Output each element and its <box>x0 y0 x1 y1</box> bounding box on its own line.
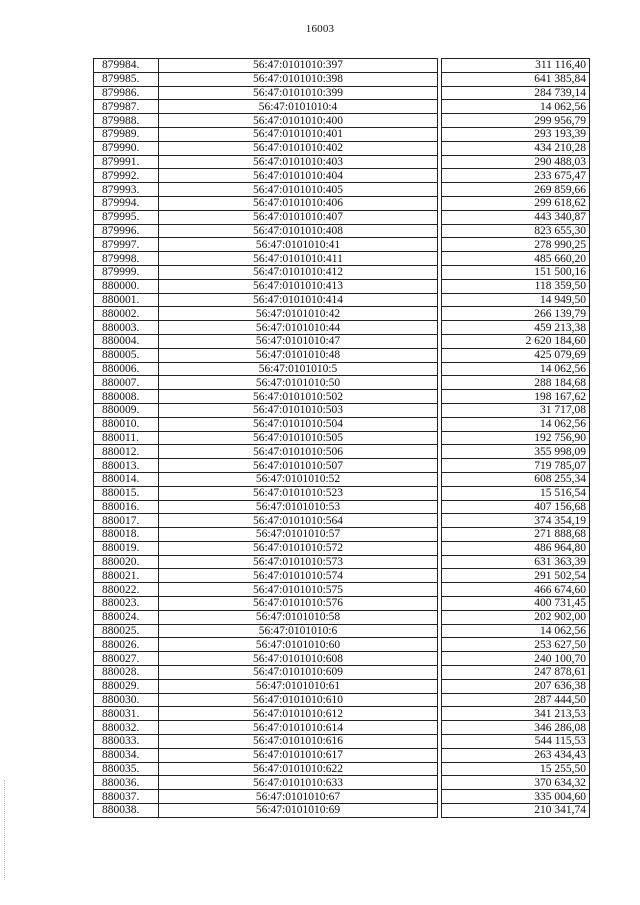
cadastral-number-cell: 56:47:0101010:400 <box>159 114 438 128</box>
cadastral-value-cell: 14 062,56 <box>442 362 590 376</box>
table-row <box>94 735 590 749</box>
cadastral-number-cell: 56:47:0101010:52 <box>159 472 438 486</box>
cadastral-number-cell: 56:47:0101010:48 <box>159 348 438 362</box>
row-number-cell: 879993. <box>94 183 159 197</box>
cadastral-number-cell: 56:47:0101010:614 <box>159 721 438 735</box>
table-row <box>94 321 590 335</box>
cadastral-value-cell: 293 193,39 <box>442 127 590 141</box>
cadastral-value-cell: 291 502,54 <box>442 569 590 583</box>
cadastral-number-cell: 56:47:0101010:505 <box>159 431 438 445</box>
row-number-cell: 879989. <box>94 127 159 141</box>
row-number-cell: 880008. <box>94 390 159 404</box>
row-number-cell: 880034. <box>94 748 159 762</box>
cadastral-number-cell: 56:47:0101010:617 <box>159 748 438 762</box>
cadastral-value-cell: 14 062,56 <box>442 417 590 431</box>
cadastral-number-cell: 56:47:0101010:44 <box>159 321 438 335</box>
table-row <box>94 196 590 210</box>
row-number-cell: 880007. <box>94 376 159 390</box>
table-row <box>94 183 590 197</box>
table-row <box>94 431 590 445</box>
row-number-cell: 880015. <box>94 486 159 500</box>
row-number-cell: 880022. <box>94 583 159 597</box>
cadastral-number-cell: 56:47:0101010:58 <box>159 610 438 624</box>
cadastral-number-cell: 56:47:0101010:504 <box>159 417 438 431</box>
row-number-cell: 879987. <box>94 100 159 114</box>
cadastral-value-cell: 15 516,54 <box>442 486 590 500</box>
cadastral-value-cell: 192 756,90 <box>442 431 590 445</box>
table-row <box>94 445 590 459</box>
cadastral-number-cell: 56:47:0101010:572 <box>159 541 438 555</box>
cadastral-number-cell: 56:47:0101010:402 <box>159 141 438 155</box>
table-row <box>94 307 590 321</box>
row-number-cell: 880028. <box>94 666 159 680</box>
cadastral-number-cell: 56:47:0101010:57 <box>159 528 438 542</box>
table-row <box>94 679 590 693</box>
table-row <box>94 127 590 141</box>
table-row <box>94 748 590 762</box>
cadastral-value-cell: 15 255,50 <box>442 762 590 776</box>
cadastral-value-cell: 443 340,87 <box>442 210 590 224</box>
row-number-cell: 880037. <box>94 790 159 804</box>
cadastral-number-cell: 56:47:0101010:404 <box>159 169 438 183</box>
cadastral-number-cell: 56:47:0101010:397 <box>159 59 438 73</box>
table-row <box>94 790 590 804</box>
table-row <box>94 293 590 307</box>
cadastral-number-cell: 56:47:0101010:47 <box>159 334 438 348</box>
table-body <box>94 59 590 818</box>
cadastral-value-cell: 202 902,00 <box>442 610 590 624</box>
row-number-cell: 880033. <box>94 735 159 749</box>
cadastral-number-cell: 56:47:0101010:60 <box>159 638 438 652</box>
row-number-cell: 880035. <box>94 762 159 776</box>
cadastral-number-cell: 56:47:0101010:610 <box>159 693 438 707</box>
cadastral-value-cell: 608 255,34 <box>442 472 590 486</box>
cadastral-value-cell: 459 213,38 <box>442 321 590 335</box>
cadastral-number-cell: 56:47:0101010:405 <box>159 183 438 197</box>
cadastral-value-cell: 290 488,03 <box>442 155 590 169</box>
row-number-cell: 880029. <box>94 679 159 693</box>
cadastral-value-cell: 253 627,50 <box>442 638 590 652</box>
row-number-cell: 880019. <box>94 541 159 555</box>
row-number-cell: 880024. <box>94 610 159 624</box>
row-number-cell: 880004. <box>94 334 159 348</box>
cadastral-number-cell: 56:47:0101010:50 <box>159 376 438 390</box>
cadastral-value-cell: 287 444,50 <box>442 693 590 707</box>
cadastral-number-cell: 56:47:0101010:61 <box>159 679 438 693</box>
row-number-cell: 879995. <box>94 210 159 224</box>
table-row <box>94 638 590 652</box>
row-number-cell: 879997. <box>94 238 159 252</box>
cadastral-value-cell: 355 998,09 <box>442 445 590 459</box>
row-number-cell: 880011. <box>94 431 159 445</box>
cadastral-number-cell: 56:47:0101010:574 <box>159 569 438 583</box>
row-number-cell: 880006. <box>94 362 159 376</box>
cadastral-value-cell: 271 888,68 <box>442 528 590 542</box>
cadastral-number-cell: 56:47:0101010:69 <box>159 804 438 818</box>
cadastral-number-cell: 56:47:0101010:411 <box>159 252 438 266</box>
cadastral-value-cell: 269 859,66 <box>442 183 590 197</box>
row-number-cell: 879994. <box>94 196 159 210</box>
cadastral-value-table <box>93 58 590 818</box>
cadastral-value-cell: 370 634,32 <box>442 776 590 790</box>
cadastral-value-cell: 425 079,69 <box>442 348 590 362</box>
row-number-cell: 880005. <box>94 348 159 362</box>
row-number-cell: 880031. <box>94 707 159 721</box>
cadastral-value-cell: 400 731,45 <box>442 597 590 611</box>
table-row <box>94 555 590 569</box>
row-number-cell: 880017. <box>94 514 159 528</box>
cadastral-number-cell: 56:47:0101010:608 <box>159 652 438 666</box>
table-row <box>94 541 590 555</box>
table-row <box>94 693 590 707</box>
table-row <box>94 376 590 390</box>
cadastral-number-cell: 56:47:0101010:503 <box>159 403 438 417</box>
cadastral-number-cell: 56:47:0101010:413 <box>159 279 438 293</box>
cadastral-number-cell: 56:47:0101010:42 <box>159 307 438 321</box>
cadastral-number-cell: 56:47:0101010:401 <box>159 127 438 141</box>
cadastral-number-cell: 56:47:0101010:502 <box>159 390 438 404</box>
cadastral-value-cell: 151 500,16 <box>442 265 590 279</box>
cadastral-number-cell: 56:47:0101010:414 <box>159 293 438 307</box>
cadastral-value-cell: 31 717,08 <box>442 403 590 417</box>
cadastral-value-cell: 341 213,53 <box>442 707 590 721</box>
cadastral-number-cell: 56:47:0101010:616 <box>159 735 438 749</box>
cadastral-value-cell: 263 434,43 <box>442 748 590 762</box>
cadastral-value-cell: 346 286,08 <box>442 721 590 735</box>
cadastral-value-cell: 198 167,62 <box>442 390 590 404</box>
cadastral-number-cell: 56:47:0101010:576 <box>159 597 438 611</box>
cadastral-value-cell: 14 062,56 <box>442 100 590 114</box>
table-row <box>94 403 590 417</box>
table-row <box>94 652 590 666</box>
cadastral-number-cell: 56:47:0101010:564 <box>159 514 438 528</box>
row-number-cell: 880020. <box>94 555 159 569</box>
cadastral-number-cell: 56:47:0101010:399 <box>159 86 438 100</box>
row-number-cell: 880010. <box>94 417 159 431</box>
row-number-cell: 880023. <box>94 597 159 611</box>
row-number-cell: 879999. <box>94 265 159 279</box>
table-row <box>94 597 590 611</box>
cadastral-number-cell: 56:47:0101010:398 <box>159 72 438 86</box>
cadastral-value-cell: 631 363,39 <box>442 555 590 569</box>
table-row <box>94 238 590 252</box>
cadastral-value-cell: 486 964,80 <box>442 541 590 555</box>
table-row <box>94 265 590 279</box>
cadastral-value-cell: 14 062,56 <box>442 624 590 638</box>
cadastral-value-cell: 374 354,19 <box>442 514 590 528</box>
row-number-cell: 880002. <box>94 307 159 321</box>
cadastral-number-cell: 56:47:0101010:403 <box>159 155 438 169</box>
cadastral-value-cell: 335 004,60 <box>442 790 590 804</box>
table-row <box>94 348 590 362</box>
row-number-cell: 879991. <box>94 155 159 169</box>
cadastral-value-cell: 434 210,28 <box>442 141 590 155</box>
table-row <box>94 252 590 266</box>
cadastral-value-cell: 210 341,74 <box>442 804 590 818</box>
table-row <box>94 59 590 73</box>
cadastral-number-cell: 56:47:0101010:609 <box>159 666 438 680</box>
cadastral-number-cell: 56:47:0101010:412 <box>159 265 438 279</box>
cadastral-number-cell: 56:47:0101010:67 <box>159 790 438 804</box>
row-number-cell: 879996. <box>94 224 159 238</box>
cadastral-value-cell: 233 675,47 <box>442 169 590 183</box>
row-number-cell: 880009. <box>94 403 159 417</box>
cadastral-number-cell: 56:47:0101010:6 <box>159 624 438 638</box>
cadastral-value-cell: 288 184,68 <box>442 376 590 390</box>
cadastral-number-cell: 56:47:0101010:612 <box>159 707 438 721</box>
table-row <box>94 141 590 155</box>
row-number-cell: 879998. <box>94 252 159 266</box>
table-row <box>94 804 590 818</box>
cadastral-value-cell: 299 618,62 <box>442 196 590 210</box>
row-number-cell: 879986. <box>94 86 159 100</box>
cadastral-number-cell: 56:47:0101010:633 <box>159 776 438 790</box>
table-row <box>94 279 590 293</box>
cadastral-number-cell: 56:47:0101010:407 <box>159 210 438 224</box>
table-row <box>94 86 590 100</box>
table-row <box>94 707 590 721</box>
table-row <box>94 500 590 514</box>
cadastral-number-cell: 56:47:0101010:573 <box>159 555 438 569</box>
cadastral-value-cell: 485 660,20 <box>442 252 590 266</box>
row-number-cell: 880038. <box>94 804 159 818</box>
cadastral-value-cell: 284 739,14 <box>442 86 590 100</box>
table-row <box>94 334 590 348</box>
table-row <box>94 610 590 624</box>
table-row <box>94 486 590 500</box>
cadastral-number-cell: 56:47:0101010:506 <box>159 445 438 459</box>
cadastral-number-cell: 56:47:0101010:575 <box>159 583 438 597</box>
row-number-cell: 880036. <box>94 776 159 790</box>
row-number-cell: 880021. <box>94 569 159 583</box>
cadastral-value-cell: 207 636,38 <box>442 679 590 693</box>
cadastral-number-cell: 56:47:0101010:4 <box>159 100 438 114</box>
row-number-cell: 880018. <box>94 528 159 542</box>
row-number-cell: 880013. <box>94 459 159 473</box>
row-number-cell: 879988. <box>94 114 159 128</box>
row-number-cell: 880032. <box>94 721 159 735</box>
cadastral-value-cell: 466 674,60 <box>442 583 590 597</box>
row-number-cell: 880000. <box>94 279 159 293</box>
table-row <box>94 569 590 583</box>
cadastral-value-cell: 544 115,53 <box>442 735 590 749</box>
table-row <box>94 528 590 542</box>
table-row <box>94 114 590 128</box>
table-row <box>94 169 590 183</box>
row-number-cell: 880025. <box>94 624 159 638</box>
row-number-cell: 880016. <box>94 500 159 514</box>
row-number-cell: 880030. <box>94 693 159 707</box>
table-row <box>94 666 590 680</box>
table-row <box>94 210 590 224</box>
cadastral-value-cell: 118 359,50 <box>442 279 590 293</box>
table-row <box>94 583 590 597</box>
cadastral-number-cell: 56:47:0101010:53 <box>159 500 438 514</box>
row-number-cell: 879985. <box>94 72 159 86</box>
cadastral-value-cell: 299 956,79 <box>442 114 590 128</box>
table-row <box>94 762 590 776</box>
table-row <box>94 390 590 404</box>
row-number-cell: 879990. <box>94 141 159 155</box>
row-number-cell: 879984. <box>94 59 159 73</box>
cadastral-value-cell: 641 385,84 <box>442 72 590 86</box>
table-row <box>94 362 590 376</box>
table-row <box>94 459 590 473</box>
scan-margin-mark <box>4 780 7 880</box>
cadastral-number-cell: 56:47:0101010:408 <box>159 224 438 238</box>
cadastral-value-cell: 407 156,68 <box>442 500 590 514</box>
page-number: 16003 <box>305 23 335 35</box>
cadastral-value-cell: 278 990,25 <box>442 238 590 252</box>
row-number-cell: 880001. <box>94 293 159 307</box>
table-row <box>94 224 590 238</box>
row-number-cell: 880027. <box>94 652 159 666</box>
table-row <box>94 472 590 486</box>
row-number-cell: 880014. <box>94 472 159 486</box>
table-row <box>94 514 590 528</box>
cadastral-number-cell: 56:47:0101010:41 <box>159 238 438 252</box>
cadastral-value-cell: 240 100,70 <box>442 652 590 666</box>
cadastral-value-cell: 14 949,50 <box>442 293 590 307</box>
table-row <box>94 155 590 169</box>
table-row <box>94 776 590 790</box>
table-row <box>94 721 590 735</box>
cadastral-number-cell: 56:47:0101010:5 <box>159 362 438 376</box>
cadastral-value-cell: 2 620 184,60 <box>442 334 590 348</box>
row-number-cell: 880012. <box>94 445 159 459</box>
cadastral-value-cell: 311 116,40 <box>442 59 590 73</box>
cadastral-number-cell: 56:47:0101010:622 <box>159 762 438 776</box>
row-number-cell: 880026. <box>94 638 159 652</box>
row-number-cell: 880003. <box>94 321 159 335</box>
table-row <box>94 72 590 86</box>
cadastral-number-cell: 56:47:0101010:523 <box>159 486 438 500</box>
table-row <box>94 417 590 431</box>
cadastral-value-cell: 823 655,30 <box>442 224 590 238</box>
row-number-cell: 879992. <box>94 169 159 183</box>
cadastral-number-cell: 56:47:0101010:507 <box>159 459 438 473</box>
cadastral-number-cell: 56:47:0101010:406 <box>159 196 438 210</box>
cadastral-value-cell: 719 785,07 <box>442 459 590 473</box>
table-row <box>94 624 590 638</box>
cadastral-value-cell: 247 878,61 <box>442 666 590 680</box>
table-row <box>94 100 590 114</box>
cadastral-value-cell: 266 139,79 <box>442 307 590 321</box>
